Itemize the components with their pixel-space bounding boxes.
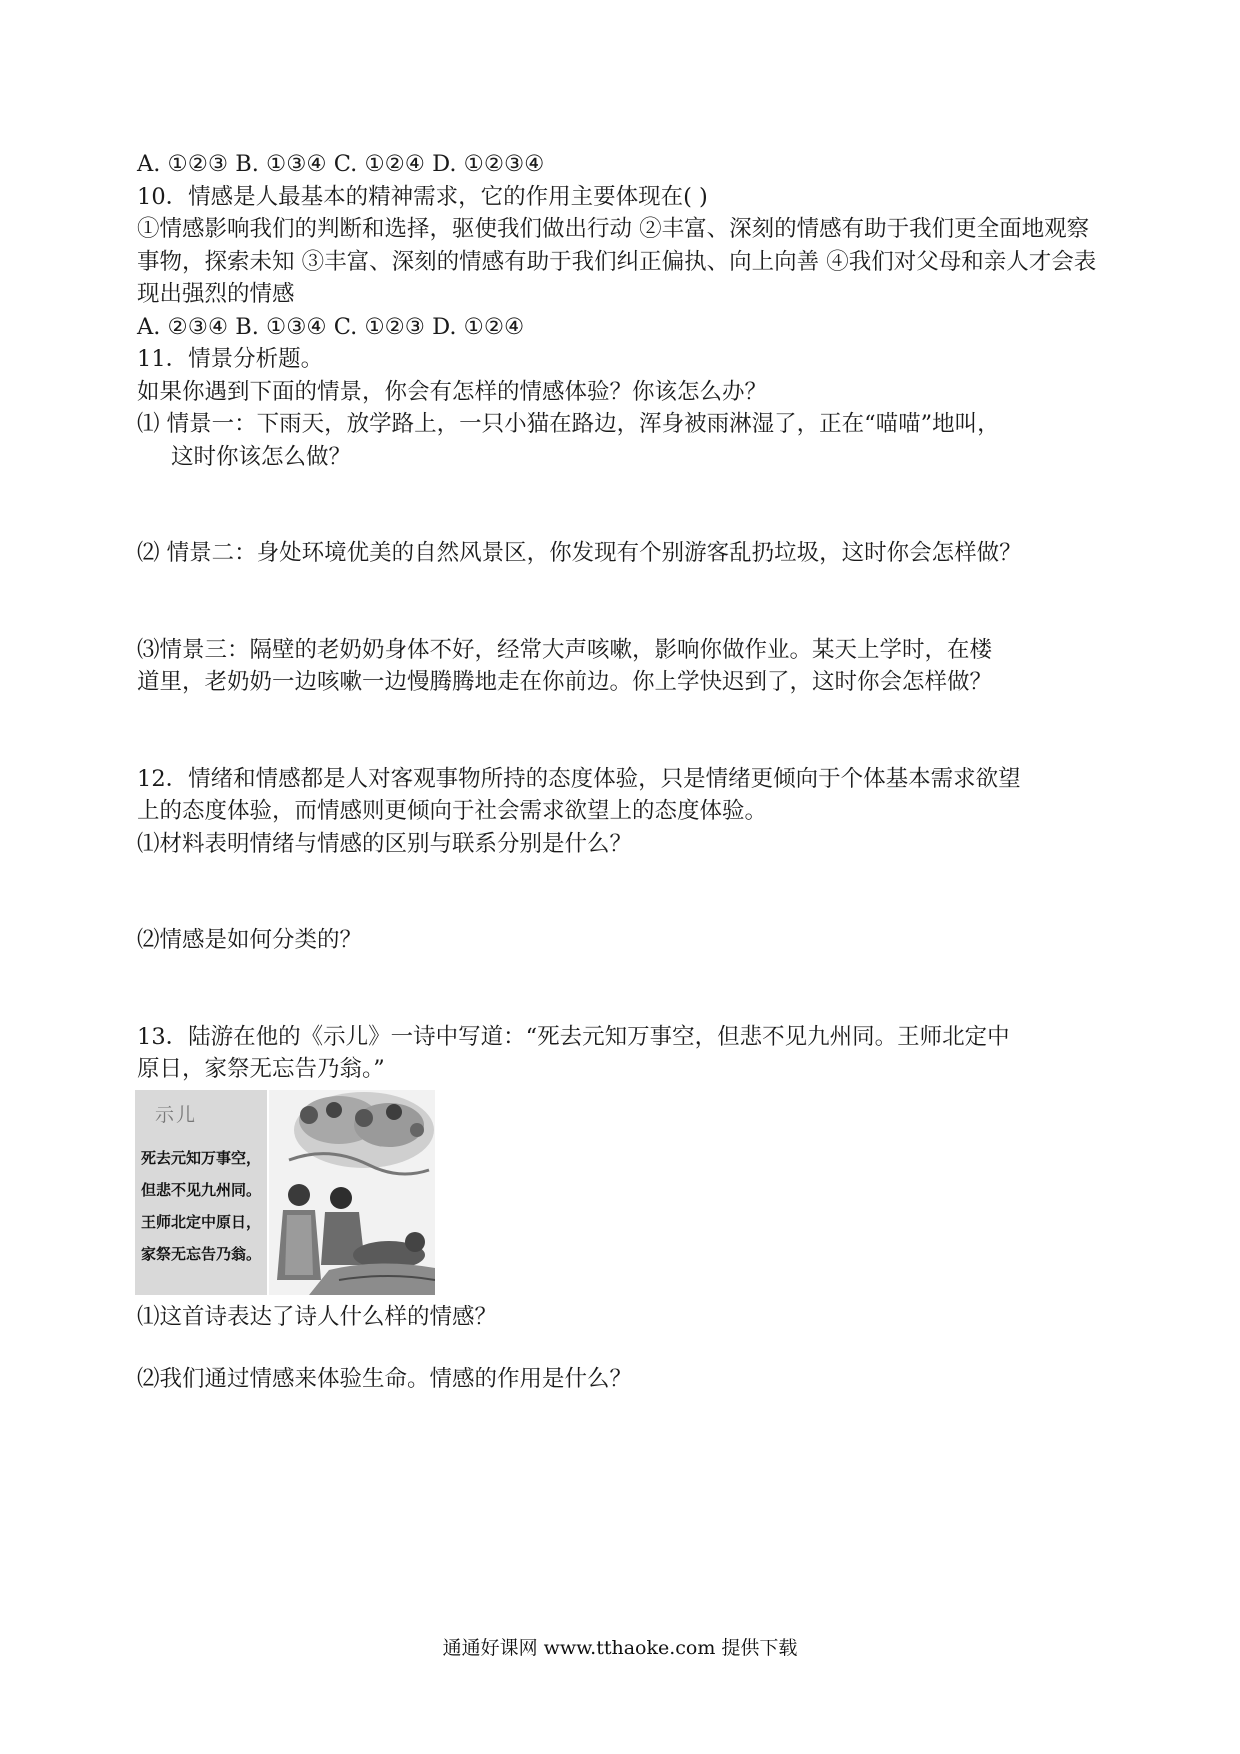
answer-space [137,473,1107,537]
q12-sub2: ⑵情感是如何分类的？ [137,927,363,953]
poem-lines [141,1142,261,1270]
q11-intro: 如果你遇到下面的情景，你会有怎样的情感体验？你该怎么办？ [137,378,768,405]
q13-stem-line2: 原日，家祭无忘告乃翁。” [137,1056,385,1082]
q13-stem-line1: 13．陆游在他的《示儿》一诗中写道：“死去元知万事空，但悲不见九州同。王师北定中 [137,1023,1010,1050]
q11-scene2: ⑵ 情景二：身处环境优美的自然风景区，你发现有个别游客乱扔垃圾，这时你会怎样做？ [137,540,1022,566]
poem-line: 王师北定中原日， [141,1212,262,1231]
q11-scene1-line2: 这时你该怎么做？ [171,443,352,470]
q11-scene1-line1: ⑴ 情景一：下雨天，放学路上，一只小猫在路边，浑身被雨淋湿了，正在“喵喵”地叫， [137,411,1000,437]
poem-line: 但悲不见九州同。 [141,1180,262,1199]
q10-stem: 10．情感是人最基本的精神需求，它的作用主要体现在( ) [137,183,708,210]
q12-sub1: ⑴材料表明情绪与情感的区别与联系分别是什么？ [137,830,633,857]
footer-source: 通通好课网 www.tthaoke.com 提供下载 [442,1637,798,1659]
worksheet-page [137,148,1107,1396]
q12-stem-line2: 上的态度体验，而情感则更倾向于社会需求欲望上的态度体验。 [137,798,768,824]
answer-space [137,860,1107,924]
q10-options: A. ②③④ B. ①③④ C. ①②③ D. ①②④ [137,313,525,340]
painting-drawing [269,1090,435,1295]
q11-scene3-line1: ⑶情景三：隔壁的老奶奶身体不好，经常大声咳嗽，影响你做作业。某天上学时，在楼 [137,636,993,663]
q11-scene3-line2: 道里，老奶奶一边咳嗽一边慢腾腾地走在你前边。你上学快迟到了，这时你会怎样做？ [137,669,993,695]
q11-stem: 11．情景分析题。 [137,346,324,372]
q13-sub2: ⑵我们通过情感来体验生命。情感的作用是什么？ [137,1366,633,1392]
q12-stem-line1: 12．情绪和情感都是人对客观事物所持的态度体验，只是情绪更倾向于个体基本需求欲望 [137,765,1021,792]
q9-options: A. ①②③ B. ①③④ C. ①②④ D. ①②③④ [137,151,545,177]
poem-illustration [135,1090,435,1295]
answer-space [137,1333,1107,1363]
q13-sub1: ⑴这首诗表达了诗人什么样的情感？ [137,1303,498,1330]
ink-painting-image [269,1090,435,1295]
answer-space [137,570,1107,634]
poem-title: 示儿 [155,1103,198,1126]
poem-text-panel [135,1090,267,1295]
poem-line: 死去元知万事空， [141,1148,262,1167]
poem-line: 家祭无忘告乃翁。 [141,1244,262,1263]
q10-body: ①情感影响我们的判断和选择，驱使我们做出行动 ②丰富、深刻的情感有助于我们更全面地观察事物，探索未知 ③丰富、深刻的情感有助于我们纠正偏执、向上向善 ④我们对父母和亲人才会表现出强烈的情感 [137,216,1097,307]
answer-space [137,957,1107,1021]
answer-space [137,699,1107,763]
